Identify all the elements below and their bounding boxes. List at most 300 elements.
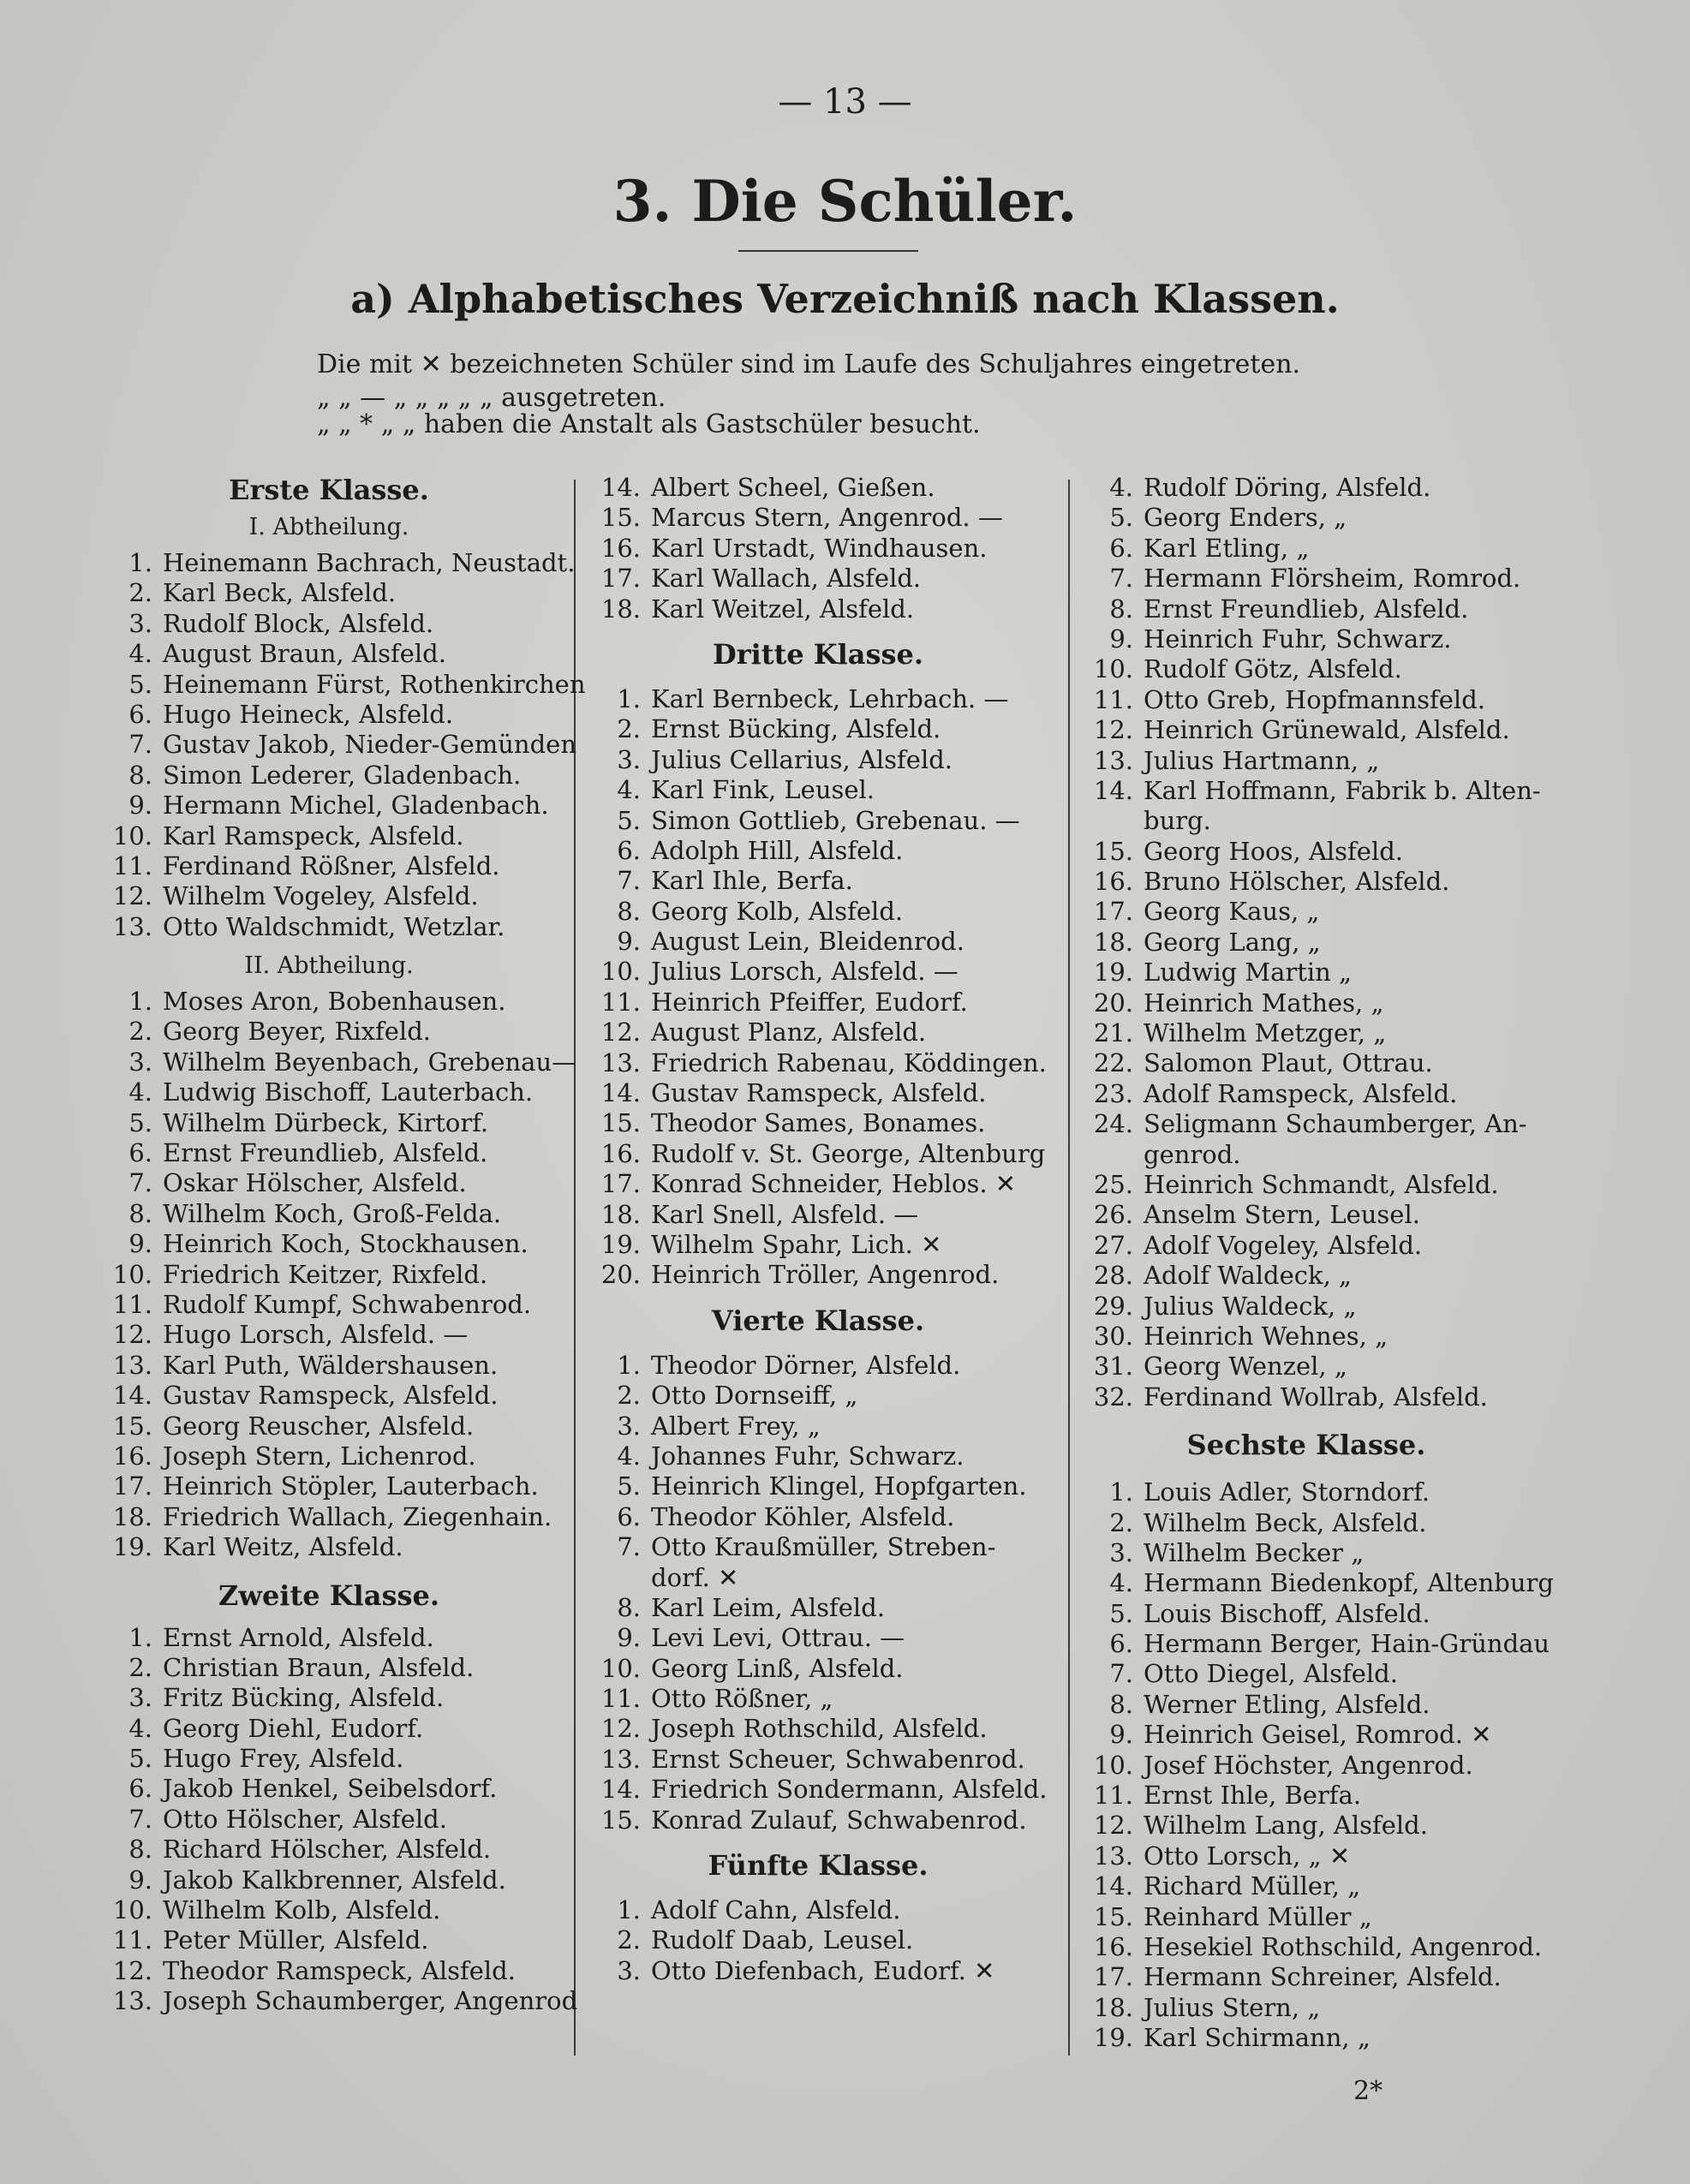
entry-name: Friedrich Rabenau, Köddingen. — [651, 1047, 1047, 1077]
entry-name: Friedrich Wallach, Ziegenhain. — [163, 1501, 552, 1531]
entry-name: August Braun, Alsfeld. — [163, 639, 446, 669]
entry-name: Theodor Köhler, Alsfeld. — [651, 1501, 955, 1531]
class-heading-vierte: Vierte Klasse. — [711, 1304, 925, 1337]
entry-name: Hermann Michel, Gladenbach. — [163, 791, 549, 820]
entry-name: Adolf Cahn, Alsfeld. — [651, 1895, 901, 1925]
entry-number: 11. — [600, 1684, 641, 1714]
entry-number: 8. — [1109, 1689, 1133, 1719]
student-entry — [1075, 1508, 1538, 1538]
entry-name: Otto Kraußmüller, Streben- — [651, 1532, 996, 1562]
entry-name: Albert Frey, „ — [651, 1411, 821, 1441]
column-divider — [574, 480, 576, 2056]
entry-name: Fritz Bücking, Alsfeld. — [163, 1683, 445, 1713]
student-entry — [1075, 1629, 1550, 1659]
entry-name: Werner Etling, Alsfeld. — [1144, 1689, 1430, 1719]
entry-name: Hermann Schreiner, Alsfeld. — [1144, 1962, 1502, 1992]
entry-number: 9. — [1109, 1720, 1133, 1750]
entry-number: 22. — [1093, 1048, 1133, 1078]
entry-name: Theodor Dörner, Alsfeld. — [651, 1350, 961, 1380]
entry-number: 4. — [128, 1077, 152, 1107]
entry-number: 16. — [1093, 867, 1133, 897]
student-entry — [1075, 624, 1538, 654]
student-entry — [94, 1835, 564, 1865]
student-entry — [582, 1684, 1054, 1714]
student-entry — [582, 1381, 1054, 1411]
student-entry — [1075, 654, 1538, 684]
entry-number: 12. — [600, 1714, 641, 1744]
student-entry — [582, 1200, 1054, 1230]
student-entry — [582, 1775, 1054, 1805]
student-entry — [1075, 958, 1538, 988]
entry-name: dorf. ✕ — [651, 1562, 739, 1592]
entry-number: 1. — [128, 987, 152, 1017]
entry-name: Georg Enders, „ — [1144, 503, 1347, 533]
entry-name: Wilhelm Beck, Alsfeld. — [1144, 1507, 1427, 1537]
student-list — [1075, 1477, 1554, 2053]
entry-name: Wilhelm Kolb, Alsfeld. — [163, 1895, 441, 1925]
class-heading-erste: Erste Klasse. — [229, 474, 429, 506]
student-entry — [1075, 685, 1538, 715]
entry-number: 17. — [1093, 897, 1133, 927]
student-list — [582, 1351, 1054, 1835]
entry-number: 7. — [128, 1168, 152, 1198]
entry-number: 6. — [128, 1138, 152, 1168]
entry-number: 1. — [128, 1622, 152, 1652]
entry-name: Wilhelm Becker „ — [1144, 1537, 1365, 1567]
entry-number: 14. — [1093, 775, 1133, 805]
student-entry — [582, 503, 1054, 533]
entry-name: Karl Schirmann, „ — [1144, 2023, 1371, 2053]
student-entry — [1075, 1200, 1538, 1230]
student-entry-continuation — [1075, 806, 1538, 836]
entry-number: 5. — [617, 1471, 641, 1501]
entry-name: Hugo Frey, Alsfeld. — [163, 1744, 404, 1774]
class-heading-zweite: Zweite Klasse. — [218, 1578, 439, 1612]
student-entry — [94, 791, 564, 820]
entry-number: 12. — [112, 1320, 152, 1350]
student-entry — [582, 1230, 1054, 1260]
entry-name: Julius Cellarius, Alsfeld. — [651, 744, 953, 774]
entry-number: 14. — [1093, 1871, 1133, 1901]
entry-name: Georg Beyer, Rixfeld. — [163, 1017, 431, 1047]
entry-name: Karl Wallach, Alsfeld. — [651, 564, 922, 594]
entry-name: Louis Bischoff, Alsfeld. — [1144, 1598, 1430, 1628]
student-entry — [1075, 1231, 1538, 1261]
entry-name: Levi Levi, Ottrau. — — [651, 1623, 905, 1653]
entry-number: 6. — [128, 1774, 152, 1804]
entry-name: Ernst Bücking, Alsfeld. — [651, 714, 941, 744]
student-entry — [94, 1077, 564, 1107]
entry-name: Adolf Waldeck, „ — [1144, 1261, 1353, 1291]
entry-name: Ferdinand Rößner, Alsfeld. — [163, 850, 500, 880]
student-entry — [94, 1108, 564, 1138]
entry-number: 17. — [600, 564, 641, 594]
entry-number: 10. — [600, 1653, 641, 1683]
entry-name: Joseph Stern, Lichenrod. — [163, 1441, 476, 1471]
student-entry — [94, 1744, 564, 1774]
student-entry — [94, 1805, 564, 1835]
student-entry — [94, 1471, 564, 1501]
entry-name: Georg Diehl, Eudorf. — [163, 1713, 424, 1743]
student-entry — [1075, 1568, 1554, 1598]
entry-number: 16. — [600, 1138, 641, 1168]
entry-number: 24. — [1093, 1109, 1133, 1139]
entry-number: 15. — [1093, 836, 1133, 866]
entry-name: Heinrich Pfeiffer, Eudorf. — [651, 987, 968, 1017]
entry-name: Georg Linß, Alsfeld. — [651, 1653, 904, 1683]
entry-number: 13. — [1093, 745, 1133, 775]
student-entry — [582, 1441, 1054, 1471]
entry-name: genrod. — [1144, 1139, 1241, 1169]
student-entry — [1075, 1261, 1538, 1291]
entry-name: Simon Gottlieb, Grebenau. — — [651, 805, 1020, 835]
entry-number: 6. — [128, 699, 152, 729]
student-entry — [94, 881, 564, 911]
entry-name: Rudolf Daab, Leusel. — [651, 1925, 914, 1955]
entry-name: Wilhelm Lang, Alsfeld. — [1144, 1811, 1428, 1841]
entry-number: 14. — [600, 1078, 641, 1108]
student-entry — [582, 1048, 1054, 1078]
student-entry — [94, 548, 576, 578]
entry-number: 7. — [128, 1804, 152, 1834]
student-entry — [94, 1532, 564, 1562]
entry-number: 28. — [1093, 1261, 1133, 1291]
entry-name: burg. — [1144, 806, 1211, 836]
entry-name: Otto Diegel, Alsfeld. — [1144, 1659, 1398, 1689]
entry-number: 5. — [128, 1744, 152, 1774]
entry-number: 10. — [1093, 654, 1133, 684]
entry-number: 14. — [112, 1381, 152, 1411]
entry-number: 3. — [128, 1683, 152, 1713]
entry-number: 12. — [112, 881, 152, 911]
entry-number: 10. — [600, 957, 641, 987]
entry-name: Karl Ihle, Berfa. — [651, 866, 853, 896]
title-rule — [738, 250, 918, 252]
entry-number: 6. — [617, 835, 641, 865]
student-entry — [1075, 928, 1538, 958]
entry-name: Adolf Vogeley, Alsfeld. — [1144, 1230, 1423, 1260]
class-heading-sechste: Sechste Klasse. — [1186, 1429, 1426, 1462]
entry-number: 9. — [128, 1865, 152, 1895]
entry-number: 15. — [112, 1411, 152, 1441]
student-entry — [1075, 775, 1541, 806]
entry-name: Hermann Biedenkopf, Altenburg — [1144, 1568, 1554, 1598]
entry-number: 4. — [128, 1713, 152, 1743]
entry-name: Rudolf Kumpf, Schwabenrod. — [163, 1289, 532, 1319]
entry-number: 2. — [617, 1381, 641, 1411]
student-entry — [582, 1502, 1054, 1532]
student-entry — [1075, 473, 1538, 503]
entry-number: 8. — [128, 760, 152, 790]
student-entry — [94, 1290, 564, 1320]
entry-number: 4. — [1109, 473, 1133, 502]
entry-name: Friedrich Sondermann, Alsfeld. — [651, 1775, 1048, 1805]
entry-name: Heinrich Geisel, Romrod. ✕ — [1144, 1720, 1492, 1750]
entry-number: 13. — [600, 1047, 641, 1077]
student-entry — [582, 684, 1054, 714]
entry-number: 12. — [1093, 715, 1133, 745]
student-entry — [94, 1260, 564, 1290]
student-entry — [94, 609, 564, 639]
student-entry — [94, 851, 564, 881]
entry-number: 9. — [617, 1623, 641, 1653]
student-entry — [582, 534, 1054, 564]
entry-name: Heinrich Tröller, Angenrod. — [651, 1260, 1000, 1290]
entry-number: 1. — [128, 548, 152, 577]
student-entry — [582, 594, 1054, 624]
entry-name: Ferdinand Wollrab, Alsfeld. — [1144, 1381, 1488, 1411]
student-entry — [94, 1502, 564, 1532]
entry-number: 17. — [1093, 1962, 1133, 1992]
entry-name: Georg Kolb, Alsfeld. — [651, 896, 904, 926]
entry-name: Wilhelm Beyenbach, Grebenau— — [163, 1047, 577, 1077]
entry-name: Heinrich Grünewald, Alsfeld. — [1144, 715, 1510, 745]
entry-number: 17. — [600, 1169, 641, 1199]
entry-number: 31. — [1093, 1352, 1133, 1381]
entry-number: 27. — [1093, 1230, 1133, 1260]
entry-number: 9. — [617, 927, 641, 957]
entry-name: Wilhelm Koch, Groß-Felda. — [163, 1198, 502, 1228]
student-entry — [582, 1925, 1054, 1955]
entry-name: Karl Weitz, Alsfeld. — [163, 1532, 403, 1562]
entry-number: 13. — [112, 911, 152, 941]
entry-number: 5. — [128, 669, 152, 699]
section-subtitle: a) Alphabetisches Verzeichniß nach Klassen. — [350, 276, 1340, 322]
entry-name: Hugo Heineck, Alsfeld. — [163, 699, 454, 729]
entry-number: 16. — [112, 1441, 152, 1471]
entry-number: 3. — [617, 1411, 641, 1441]
student-entry — [582, 1593, 1054, 1623]
legend-line: „ „ — „ „ „ „ „ ausgetreten. — [317, 383, 666, 413]
entry-name: Christian Braun, Alsfeld. — [163, 1652, 475, 1682]
student-entry — [1075, 837, 1538, 867]
student-entry — [94, 912, 564, 942]
entry-name: Adolf Ramspeck, Alsfeld. — [1144, 1078, 1458, 1108]
entry-name: Louis Adler, Storndorf. — [1144, 1477, 1430, 1507]
entry-number: 14. — [600, 1775, 641, 1805]
entry-name: Marcus Stern, Angenrod. — — [651, 503, 1003, 533]
entry-name: Heinrich Stöpler, Lauterbach. — [163, 1471, 539, 1501]
entry-name: Otto Lorsch, „ ✕ — [1144, 1841, 1351, 1871]
student-entry — [1075, 2023, 1538, 2053]
student-entry — [1075, 503, 1538, 533]
entry-number: 7. — [617, 1532, 641, 1562]
entry-number: 30. — [1093, 1321, 1133, 1351]
student-entry — [582, 1745, 1054, 1775]
student-entry — [582, 988, 1054, 1017]
student-entry — [1075, 1538, 1538, 1568]
entry-number: 15. — [600, 1108, 641, 1138]
entry-name: Karl Fink, Leusel. — [651, 775, 875, 805]
entry-name: Karl Weitzel, Alsfeld. — [651, 594, 915, 624]
student-entry — [582, 1260, 1054, 1290]
entry-name: Karl Etling, „ — [1144, 533, 1310, 563]
entry-name: Karl Bernbeck, Lehrbach. — — [651, 683, 1009, 713]
entry-number: 12. — [1093, 1811, 1133, 1841]
entry-name: Otto Dornseiff, „ — [651, 1381, 858, 1411]
entry-number: 5. — [128, 1107, 152, 1137]
student-entry — [94, 1017, 564, 1047]
page-title: 3. Die Schüler. — [612, 168, 1078, 235]
student-entry — [1075, 1018, 1538, 1048]
entry-number: 19. — [112, 1532, 152, 1562]
entry-number: 6. — [1109, 1629, 1133, 1659]
student-entry-continuation — [582, 1563, 1054, 1593]
entry-number: 4. — [617, 1441, 641, 1471]
student-entry — [94, 669, 586, 700]
entry-number: 21. — [1093, 1018, 1133, 1048]
student-entry — [1075, 534, 1538, 564]
student-entry — [582, 927, 1054, 957]
entry-name: Heinrich Klingel, Hopfgarten. — [651, 1471, 1027, 1501]
column-3 — [1075, 473, 1554, 2054]
student-entry — [1075, 1690, 1538, 1720]
entry-name: Jakob Henkel, Seibelsdorf. — [163, 1774, 498, 1804]
entry-name: Julius Lorsch, Alsfeld. — — [651, 957, 958, 987]
student-entry — [1075, 1993, 1538, 2023]
entry-number: 19. — [600, 1229, 641, 1259]
entry-name: Georg Lang, „ — [1144, 927, 1321, 957]
entry-number: 2. — [617, 714, 641, 744]
entry-number: 9. — [128, 1229, 152, 1259]
entry-number: 10. — [112, 820, 152, 850]
entry-number: 18. — [600, 594, 641, 624]
student-entry — [582, 564, 1054, 594]
column-1 — [94, 473, 586, 2017]
entry-name: Karl Ramspeck, Alsfeld. — [163, 820, 464, 850]
entry-number: 7. — [128, 730, 152, 760]
entry-number: 1. — [617, 683, 641, 713]
student-entry — [582, 473, 1054, 503]
entry-number: 16. — [1093, 1931, 1133, 1961]
entry-name: Otto Rößner, „ — [651, 1684, 833, 1714]
student-entry — [94, 1168, 564, 1198]
student-entry — [1075, 1292, 1538, 1322]
entry-name: Theodor Sames, Bonames. — [651, 1108, 986, 1138]
student-entry — [582, 1654, 1054, 1684]
entry-name: Heinrich Wehnes, „ — [1144, 1321, 1388, 1351]
entry-number: 2. — [128, 1652, 152, 1682]
entry-name: Julius Waldeck, „ — [1144, 1291, 1357, 1321]
entry-name: Gustav Ramspeck, Alsfeld. — [163, 1381, 499, 1411]
student-entry — [94, 1925, 564, 1955]
page-number: — 13 — — [778, 82, 912, 122]
entry-number: 4. — [617, 775, 641, 805]
entry-number: 11. — [112, 1289, 152, 1319]
entry-name: Otto Diefenbach, Eudorf. ✕ — [651, 1955, 995, 1985]
entry-number: 11. — [600, 987, 641, 1017]
student-entry — [582, 1108, 1054, 1138]
entry-name: Ernst Scheuer, Schwabenrod. — [651, 1744, 1025, 1774]
entry-number: 13. — [1093, 1841, 1133, 1871]
student-entry — [94, 1895, 564, 1925]
student-entry — [94, 821, 564, 851]
abteilung-heading: I. Abtheilung. — [248, 514, 409, 540]
entry-name: Ernst Freundlieb, Alsfeld. — [1144, 594, 1469, 624]
student-list — [1075, 473, 1541, 1412]
entry-number: 6. — [1109, 533, 1133, 563]
entry-number: 3. — [617, 1955, 641, 1985]
student-entry — [582, 1805, 1054, 1835]
entry-name: Wilhelm Vogeley, Alsfeld. — [163, 881, 479, 911]
entry-number: 26. — [1093, 1200, 1133, 1230]
entry-name: Otto Hölscher, Alsfeld. — [163, 1804, 447, 1834]
entry-number: 16. — [600, 533, 641, 563]
student-list — [582, 684, 1054, 1291]
entry-name: Anselm Stern, Leusel. — [1144, 1200, 1420, 1230]
entry-name: Hermann Flörsheim, Romrod. — [1144, 564, 1521, 594]
entry-number: 18. — [600, 1199, 641, 1229]
entry-name: Bruno Hölscher, Alsfeld. — [1144, 867, 1450, 897]
entry-number: 3. — [128, 1047, 152, 1077]
entry-name: August Lein, Bleidenrod. — [651, 927, 964, 957]
entry-name: Wilhelm Spahr, Lich. ✕ — [651, 1229, 942, 1259]
student-entry — [582, 1471, 1054, 1501]
entry-name: Ludwig Bischoff, Lauterbach. — [163, 1077, 534, 1107]
entry-name: Jakob Kalkbrenner, Alsfeld. — [163, 1865, 506, 1895]
student-entry — [582, 1623, 1054, 1653]
entry-number: 23. — [1093, 1078, 1133, 1108]
entry-number: 5. — [1109, 503, 1133, 533]
entry-number: 18. — [112, 1501, 152, 1531]
entry-number: 8. — [128, 1198, 152, 1228]
entry-number: 15. — [600, 503, 641, 533]
entry-name: Ludwig Martin „ — [1144, 958, 1353, 988]
student-entry — [1075, 897, 1538, 927]
entry-number: 29. — [1093, 1291, 1133, 1321]
student-entry — [94, 578, 564, 608]
student-entry — [1075, 1599, 1538, 1629]
entry-name: Richard Müller, „ — [1144, 1871, 1361, 1901]
entry-number: 5. — [1109, 1598, 1133, 1628]
class-heading-dritte: Dritte Klasse. — [712, 637, 924, 671]
entry-name: Theodor Ramspeck, Alsfeld. — [163, 1955, 516, 1985]
entry-number: 13. — [112, 1986, 152, 2016]
student-entry — [1075, 564, 1538, 594]
entry-name: Julius Stern, „ — [1144, 1992, 1321, 2022]
entry-name: Heinrich Schmandt, Alsfeld. — [1144, 1169, 1499, 1199]
student-entry — [94, 1229, 564, 1259]
student-entry-continuation — [1075, 1140, 1538, 1170]
entry-name: Hermann Berger, Hain-Gründau — [1144, 1629, 1550, 1659]
entry-name: Friedrich Keitzer, Rixfeld. — [163, 1259, 488, 1289]
entry-number: 8. — [1109, 594, 1133, 624]
entry-name: Karl Urstadt, Windhausen. — [651, 533, 988, 563]
entry-name: Konrad Schneider, Heblos. ✕ — [651, 1169, 1017, 1199]
student-entry — [582, 957, 1054, 987]
entry-number: 8. — [617, 896, 641, 926]
entry-name: Wilhelm Metzger, „ — [1144, 1018, 1387, 1048]
entry-name: Albert Scheel, Gießen. — [651, 473, 935, 502]
signature-mark: 2* — [1353, 2076, 1383, 2106]
entry-name: Hugo Lorsch, Alsfeld. — — [163, 1320, 469, 1350]
entry-name: Johannes Fuhr, Schwarz. — [651, 1441, 964, 1471]
student-entry — [94, 1653, 564, 1683]
student-entry — [582, 806, 1054, 836]
student-entry — [582, 1956, 1054, 1986]
entry-number: 3. — [617, 744, 641, 774]
entry-number: 3. — [1109, 1537, 1133, 1567]
entry-number: 7. — [1109, 564, 1133, 594]
student-entry — [1075, 1811, 1538, 1841]
entry-number: 17. — [112, 1471, 152, 1501]
entry-name: Simon Lederer, Gladenbach. — [163, 760, 522, 790]
entry-name: Gustav Jakob, Nieder-Gemünden — [163, 730, 577, 760]
entry-number: 1. — [1109, 1477, 1133, 1507]
entry-number: 3. — [128, 608, 152, 638]
student-entry — [94, 1865, 564, 1895]
student-entry — [582, 1351, 1054, 1381]
